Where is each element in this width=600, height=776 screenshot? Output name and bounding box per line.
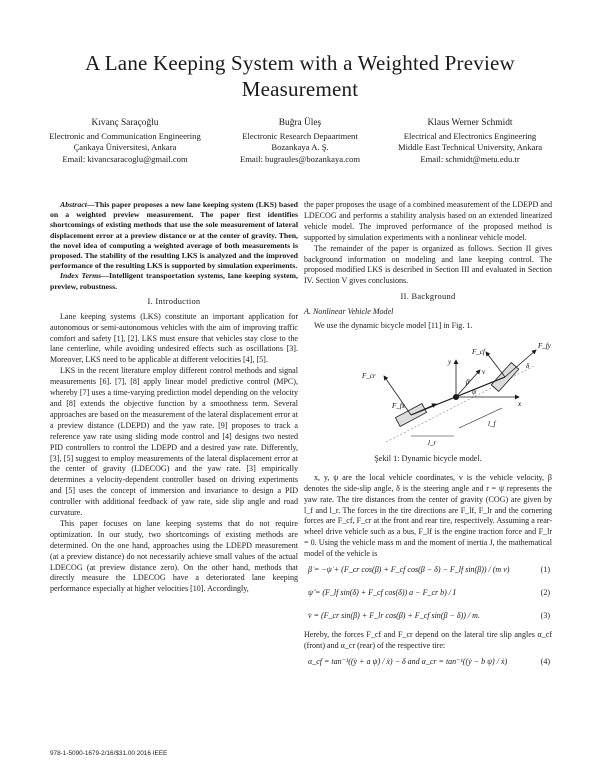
author-affiliation: Bozankaya A. Ş. (271, 142, 329, 152)
paragraph: We use the dynamic bicycle model [11] in Fig. 1. (314, 321, 473, 331)
equation-number: (4) (540, 656, 550, 666)
equation-row (304, 561, 552, 583)
author-2 (220, 118, 380, 165)
figure-label: F_fy (538, 341, 551, 350)
section-heading: I. Introduction (147, 296, 201, 306)
author-name: Klaus Werner Schmidt (427, 118, 513, 128)
author-email: Email: schmidt@metu.edu.tr (420, 153, 520, 164)
figure-label: F_cf (472, 347, 485, 356)
figure-label: l_f (488, 419, 496, 428)
abstract-text: This paper proposes a new lane keeping system (LKS) based on a weighted preview measurement. The paper first identifies shortcomings of existing methods that use the sole measurement of lateral displacement error at a preview distance or at the center of gravity. Then, the novel idea of computing a weighted average of both measurements is proposed. The stability of the resulting LKS is analyzed and the improved performance of the resulting LKS is supported by simulation experiments. (50, 200, 298, 271)
copyright-footer: 978-1-5090-1679-2/16/$31.00 2016 IEEE (50, 750, 168, 757)
equation: v̇ = (F_cr sin(β) + F_lr cos(β) + F_cf sin(β − δ)) / m. (308, 611, 480, 621)
index-terms-label: Index Terms— (60, 271, 109, 281)
subsection-heading: A. Nonlinear Vehicle Model (304, 307, 394, 317)
author-affiliation: Electronic and Communication Engineering (49, 130, 201, 141)
figure-label: x (518, 399, 522, 408)
figure-label: F_fx (392, 401, 405, 410)
author-affiliation: Electronic Research Depaartment (242, 130, 358, 141)
figure-label: ψ (472, 387, 477, 396)
author-1 (40, 118, 210, 165)
author-affiliation: Middle East Technical University, Ankara (397, 142, 543, 152)
figure-label: δ (526, 361, 530, 370)
author-3 (380, 118, 560, 165)
figure-label: l_r (428, 438, 437, 447)
figure-label: β (466, 377, 470, 386)
bicycle-model-figure (304, 336, 552, 448)
left-column (50, 200, 298, 595)
author-name: Kıvanç Saraçoğlu (91, 118, 159, 128)
author-email: Email: kivancsaracoglu@gmail.com (62, 153, 188, 164)
paragraph: LKS in the recent literature employ different control methods and signal measurements [6]. [7], [8] apply linear model predictive control (MPC), whereby [7] uses a time-varying prediction model depending on the velocity and [8] extends the objective function by a smoothness term. Several approaches are based on the measurement of the lateral displacement error at a preview distance (LDEPD) and the yaw rate. [9] proposes to track a reference yaw rate using sliding mode control and [4] designs two nested PID controllers to control the LDEPD and a desired yaw rate. Differently, [3], [5] suggest to employ measurements of the lateral displacement error at the center of gravity (LDECOG) and the yaw rate. [3] empirically determines a velocity-dependent controller based on driving experiments and [5] uses the concept of immersion and invariance to design a PID controller with additional feedback of yaw rate, side slip angle and road curvature. (50, 366, 298, 518)
equation-number: (1) (540, 565, 550, 575)
figure-label: F_cr (362, 371, 376, 380)
title-line-1: A Lane Keeping System with a Weighted Preview (85, 51, 515, 75)
paragraph: Hereby, the forces F_cf and F_cr depend on the lateral tire slip angles α_cf (front) and α_cr (rear) of the respective tire: (304, 630, 552, 650)
front-cornering-force-arrow (486, 352, 505, 377)
equation-row (304, 653, 552, 675)
title-line-2: Measurement (241, 77, 359, 101)
equation-number: (3) (540, 611, 550, 621)
index-terms-text: Intelligent transportation systems, lane keeping system, preview, robustness. (50, 271, 298, 291)
abstract-label: Abstract— (60, 200, 95, 209)
equation: β̇ = −ψ̇ + (F_cr cos(β) + F_cf cos(β − δ) − F_lf sin(β)) / (m v) (308, 565, 510, 575)
equation-row (304, 584, 552, 606)
paper-title (40, 50, 560, 102)
equation-row (304, 607, 552, 629)
author-email: Email: bugraules@bozankaya.com (239, 153, 361, 164)
figure-caption: Şekil 1: Dynamic bicycle model. (374, 453, 482, 463)
front-force-arrow (505, 350, 536, 377)
right-column (304, 200, 552, 676)
paragraph: x, y, ψ are the local vehicle coordinates, v is the vehicle velocity, β denotes the side-slip angle, δ is the steering angle and r = ψ̇ represents the yaw rate. The tire distances from the center of gravity (COG) are given by l_f and l_r. The forces in the tire directions are F_lf, F_lr and the cornering forces are F_cf, F_cr at the front and rear tire, respectively. Assuming a rear-wheel drive vehicle such as a bus, F_lf is the engine traction force and F_lr = 0. Using the vehicle mass m and the moment of inertia J, the mathematical model of the vehicle is (304, 472, 552, 559)
paragraph: This paper focuses on lane keeping systems that do not require optimization. In our study, two shortcomings of existing methods are determined. On the one hand, approaches using the LDEPD measurement (at a preview distance) do not necessarily achieve small values of the actual LDECOG (at preview distance zero). On the other hand, methods that directly measure the LDECOG have a deteriorated lane keeping performance especially at higher velocities [10]. Accordingly, (50, 518, 298, 594)
author-block (40, 118, 560, 170)
paragraph: Lane keeping systems (LKS) constitute an important application for autonomous or semi-autonomous vehicles with the aim of improving traffic comfort and safety [1], [2]. LKS must ensure that vehicles stay close to the lane centerline, while avoiding undesired effects such as oscillations [3]. Moreover, LKS need to be applicable at different velocities [4], [5]. (50, 311, 298, 365)
section-heading: II. Background (400, 292, 456, 302)
abstract (50, 200, 298, 271)
figure-label: y (448, 357, 452, 366)
lf-dimension-line (459, 408, 502, 428)
paragraph: The remainder of the paper is organized as follows. Section II gives background information on modeling and lane keeping control. The proposed modified LKS is described in Section III and evaluated in Section IV. Section V gives conclusions. (304, 243, 552, 286)
equation: ψ̈ = (F_lf sin(δ) + F_cf cos(δ)) a − F_cr b) / I (308, 588, 456, 598)
author-affiliation: Çankaya Üniversitesi, Ankara (73, 142, 177, 152)
equation-number: (2) (540, 588, 550, 598)
index-terms (50, 271, 298, 291)
author-affiliation: Electrical and Electronics Engineering (403, 130, 537, 141)
author-name: Buğra Üleş (278, 118, 322, 128)
equation: α_cf = tan⁻¹((ẏ + a ψ̇) / ẋ) − δ and α_cr = tan⁻¹((ẏ − b ψ̇) / ẋ) (308, 656, 508, 666)
paragraph: the paper proposes the usage of a combined measurement of the LDEPD and LDECOG and performs a stability analysis based on an extended linearized vehicle model. The improved performance of the proposed method is supported by simulation experiments with a nonlinear vehicle model. (304, 200, 552, 242)
figure-label: v (482, 367, 486, 376)
